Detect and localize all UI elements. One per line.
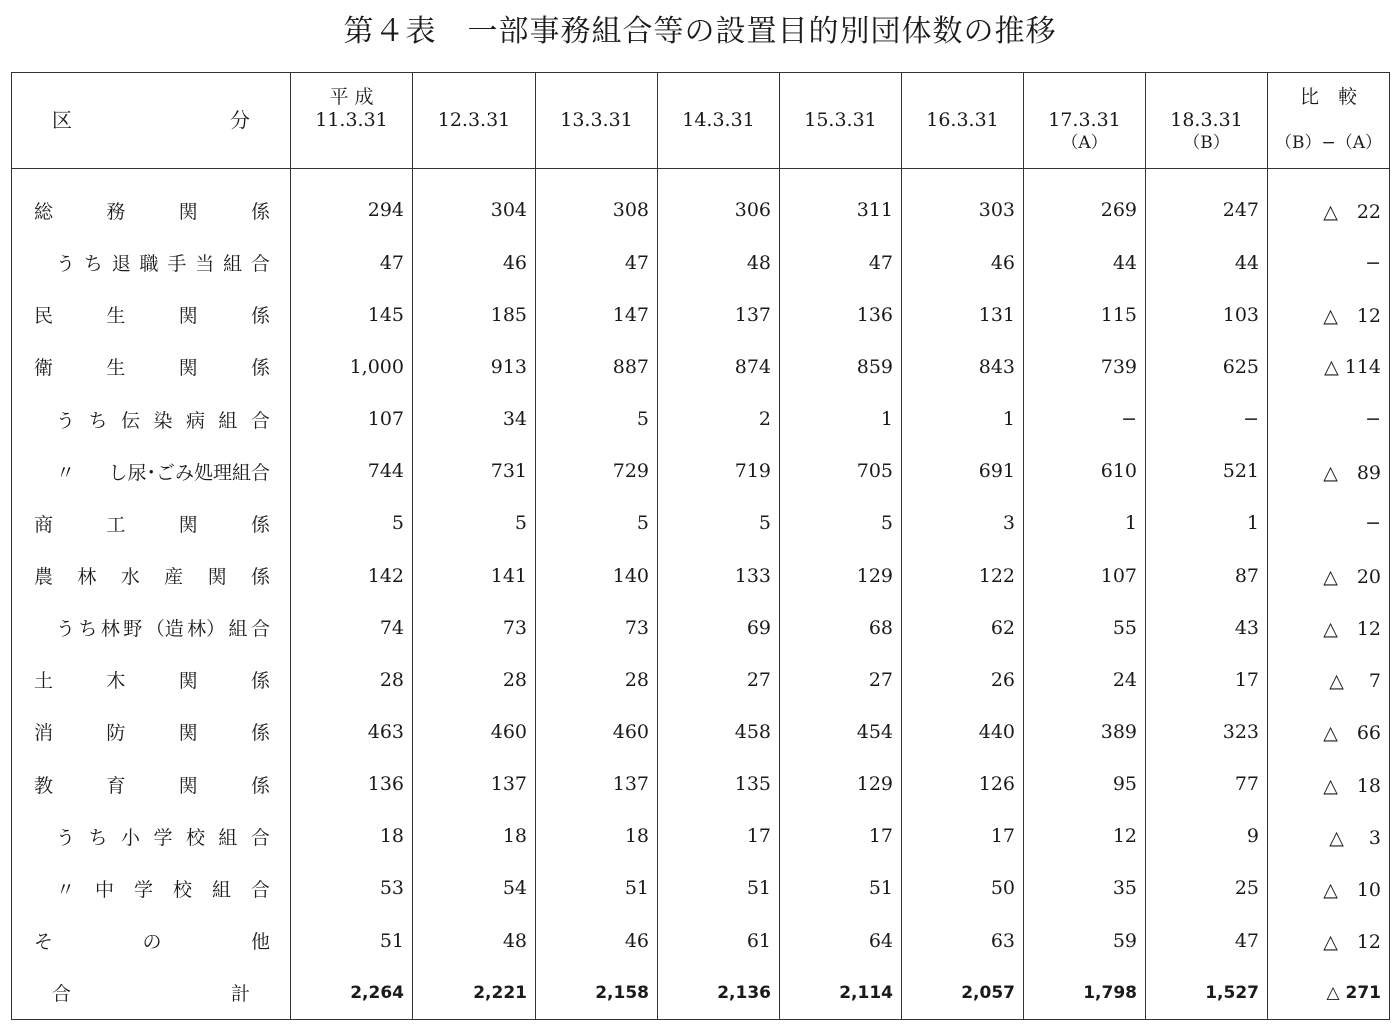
table-cell: 9	[1146, 810, 1268, 862]
table-cell: 62	[902, 602, 1024, 654]
table-row	[12, 341, 1390, 393]
table-cell: 136	[291, 758, 413, 810]
table-cell: 68	[780, 602, 902, 654]
row-label-part: 係	[250, 513, 270, 536]
row-label-part: 組	[228, 618, 248, 641]
table-cell: 142	[291, 549, 413, 601]
table-cell: 610	[1024, 445, 1146, 497]
table-cell: 731	[413, 445, 536, 497]
column-header-line3: （A）	[1061, 133, 1108, 153]
table-row	[12, 602, 1390, 654]
table-cell: 2,264	[291, 967, 413, 1020]
row-label	[12, 393, 291, 445]
row-label-part: 染	[153, 409, 173, 432]
table-cell: 50	[902, 862, 1024, 914]
row-label-part: 組	[218, 409, 238, 432]
table-cell: 463	[291, 706, 413, 758]
table-row	[12, 445, 1390, 497]
row-label	[12, 915, 291, 967]
row-label-part: ち	[78, 618, 98, 641]
column-header	[902, 73, 1024, 169]
row-label-part: 水	[120, 566, 140, 589]
table-cell: 185	[413, 289, 536, 341]
table-cell: 744	[291, 445, 413, 497]
table-cell: 1	[1146, 497, 1268, 549]
row-label-part: 野	[123, 618, 143, 641]
column-header	[536, 73, 658, 169]
row-label-part: 職	[139, 253, 159, 276]
row-label-part: う	[56, 826, 76, 849]
column-header-line1	[1146, 86, 1267, 109]
table-cell: 17	[902, 810, 1024, 862]
row-label-part: 土	[34, 670, 54, 693]
table-cell: 859	[780, 341, 902, 393]
row-label-part: 関	[178, 670, 198, 693]
row-label-part: 関	[178, 513, 198, 536]
column-header-line2: 16.3.31	[926, 109, 999, 131]
row-label-part: し尿･ごみ処理組合	[108, 461, 270, 484]
row-label-part: 係	[250, 305, 270, 328]
row-label-part: 合	[250, 409, 270, 432]
table-cell: 51	[536, 862, 658, 914]
column-header	[658, 73, 780, 169]
table-cell: 141	[413, 549, 536, 601]
table-cell: 17	[780, 810, 902, 862]
row-label-part: 育	[106, 774, 126, 797]
row-label-part: 工	[106, 513, 126, 536]
table-row	[12, 289, 1390, 341]
table-cell: 48	[413, 915, 536, 967]
table-row	[12, 810, 1390, 862]
row-label-part: 校	[172, 878, 192, 901]
column-header-line1	[658, 86, 779, 109]
column-header-line2: 17.3.31	[1048, 109, 1121, 131]
row-label-part: 係	[250, 566, 270, 589]
row-label	[12, 758, 291, 810]
row-label-part: 関	[178, 722, 198, 745]
row-label-part: 他	[250, 931, 270, 954]
row-label-part: 関	[178, 305, 198, 328]
comparison-cell: △ 12	[1268, 602, 1390, 654]
table-cell: 303	[902, 184, 1024, 236]
table-cell: 1	[1024, 497, 1146, 549]
comparison-cell: △ 20	[1268, 549, 1390, 601]
table-cell: 47	[291, 237, 413, 289]
row-label-part: 合	[250, 826, 270, 849]
row-label-part: 関	[178, 774, 198, 797]
column-header-line3	[536, 132, 657, 155]
column-header-line2: 13.3.31	[560, 109, 633, 131]
row-label	[12, 497, 291, 549]
row-label-part: 病	[185, 409, 205, 432]
table-cell: 729	[536, 445, 658, 497]
table-cell: 87	[1146, 549, 1268, 601]
column-header-line3: （B）	[1183, 133, 1230, 153]
row-label-part: う	[56, 409, 76, 432]
row-label-part: 消	[34, 722, 54, 745]
data-table	[11, 72, 1390, 1020]
table-cell: 28	[536, 654, 658, 706]
row-label	[12, 706, 291, 758]
row-label-part: 衛	[34, 357, 54, 380]
table-cell: 2,221	[413, 967, 536, 1020]
comparison-cell: △ 18	[1268, 758, 1390, 810]
table-cell: 47	[1146, 915, 1268, 967]
column-header-line1	[902, 86, 1023, 109]
row-label-part: 伝	[120, 409, 140, 432]
row-label-part: 係	[250, 670, 270, 693]
comparison-cell: △ 66	[1268, 706, 1390, 758]
column-header-line2: 14.3.31	[682, 109, 755, 131]
table-cell: 440	[902, 706, 1024, 758]
column-header-line3	[291, 132, 412, 155]
column-header-line1: 平 成	[329, 86, 374, 108]
table-cell: 46	[902, 237, 1024, 289]
category-header-char: 分	[230, 108, 250, 132]
comparison-cell: △ 7	[1268, 654, 1390, 706]
row-label-part: ち	[83, 253, 103, 276]
row-label-part: 組	[223, 253, 243, 276]
row-label-part: 組	[211, 878, 231, 901]
table-cell: 34	[413, 393, 536, 445]
table-cell: 107	[291, 393, 413, 445]
table-row	[12, 393, 1390, 445]
table-cell: 44	[1146, 237, 1268, 289]
row-label-part: 合	[52, 983, 72, 1006]
comparison-cell: △ 22	[1268, 184, 1390, 236]
row-label	[12, 967, 291, 1020]
table-cell: 47	[780, 237, 902, 289]
row-label-part: 組	[218, 826, 238, 849]
row-label-part: 産	[164, 566, 184, 589]
column-header-line3	[780, 132, 901, 155]
table-cell: 913	[413, 341, 536, 393]
table-cell: 5	[413, 497, 536, 549]
table-row	[12, 497, 1390, 549]
table-cell: 35	[1024, 862, 1146, 914]
table-row	[12, 915, 1390, 967]
row-label-part: 当	[195, 253, 215, 276]
table-cell: 46	[413, 237, 536, 289]
table-row	[12, 862, 1390, 914]
table-cell: 28	[291, 654, 413, 706]
row-label-part: 計	[230, 983, 250, 1006]
column-header-line2: 15.3.31	[804, 109, 877, 131]
row-label-part: う	[56, 618, 76, 641]
row-label-part: の	[142, 931, 162, 954]
table-cell: 2,114	[780, 967, 902, 1020]
table-cell: 1,798	[1024, 967, 1146, 1020]
comparison-cell: △ 114	[1268, 341, 1390, 393]
table-cell: 137	[658, 289, 780, 341]
row-label-part: 林	[100, 618, 120, 641]
table-cell: 137	[536, 758, 658, 810]
row-label-part: ち	[88, 826, 108, 849]
table-cell: 61	[658, 915, 780, 967]
row-label-part: 林	[77, 566, 97, 589]
row-label	[12, 862, 291, 914]
table-title: 第４表 一部事務組合等の設置目的別団体数の推移	[343, 14, 1057, 49]
row-label	[12, 810, 291, 862]
table-cell: 874	[658, 341, 780, 393]
row-label-part: 防	[106, 722, 126, 745]
table-cell: 691	[902, 445, 1024, 497]
table-cell: 73	[536, 602, 658, 654]
table-cell: 51	[291, 915, 413, 967]
row-label-part: 生	[106, 305, 126, 328]
table-cell: 458	[658, 706, 780, 758]
table-cell: 247	[1146, 184, 1268, 236]
row-label-part: 林）	[187, 618, 226, 641]
column-header-line1: 比 較	[1299, 86, 1357, 108]
table-cell: 48	[658, 237, 780, 289]
column-header-line1	[780, 86, 901, 109]
table-cell: 107	[1024, 549, 1146, 601]
table-cell: 26	[902, 654, 1024, 706]
comparison-cell: △ 89	[1268, 445, 1390, 497]
row-label-part: 関	[207, 566, 227, 589]
comparison-cell: −	[1268, 237, 1390, 289]
table-cell: 103	[1146, 289, 1268, 341]
comparison-cell: △ 10	[1268, 862, 1390, 914]
table-cell: 1	[780, 393, 902, 445]
row-label-part: 係	[250, 722, 270, 745]
row-label-part: 係	[250, 200, 270, 223]
table-row	[12, 549, 1390, 601]
row-label	[12, 445, 291, 497]
row-label-part: 校	[185, 826, 205, 849]
column-header-line3	[413, 132, 535, 155]
table-cell: 63	[902, 915, 1024, 967]
table-cell: 74	[291, 602, 413, 654]
comparison-cell: △ 12	[1268, 289, 1390, 341]
table-cell: 269	[1024, 184, 1146, 236]
table-cell: 95	[1024, 758, 1146, 810]
table-row	[12, 184, 1390, 236]
row-label-part: ち	[88, 409, 108, 432]
table-cell: 719	[658, 445, 780, 497]
category-header	[12, 73, 291, 169]
column-header-line3	[902, 132, 1023, 155]
column-header-line2: 12.3.31	[437, 109, 511, 131]
table-cell: 18	[536, 810, 658, 862]
total-row	[12, 967, 1390, 1020]
table-cell: 306	[658, 184, 780, 236]
row-label-part: 学	[133, 878, 153, 901]
table-cell: 17	[658, 810, 780, 862]
column-header	[291, 73, 413, 169]
row-label	[12, 654, 291, 706]
row-label-part: 合	[250, 618, 270, 641]
table-cell: 43	[1146, 602, 1268, 654]
table-row	[12, 654, 1390, 706]
table-cell: 47	[536, 237, 658, 289]
row-label-part: 生	[106, 357, 126, 380]
table-cell: 135	[658, 758, 780, 810]
table-cell: 5	[536, 497, 658, 549]
table-cell: 1,000	[291, 341, 413, 393]
table-cell: 136	[780, 289, 902, 341]
table-cell: 64	[780, 915, 902, 967]
column-header-line1	[1024, 86, 1145, 109]
table-cell: 308	[536, 184, 658, 236]
row-label-part: 係	[250, 357, 270, 380]
table-cell: 129	[780, 758, 902, 810]
column-header	[413, 73, 536, 169]
table-cell: 25	[1146, 862, 1268, 914]
column-header-line1	[536, 86, 657, 109]
row-label	[12, 602, 291, 654]
table-cell: 129	[780, 549, 902, 601]
row-label-part: 係	[250, 774, 270, 797]
row-label-part: 商	[34, 513, 54, 536]
table-cell: 55	[1024, 602, 1146, 654]
table-cell: 454	[780, 706, 902, 758]
table-cell: 27	[780, 654, 902, 706]
table-cell: 115	[1024, 289, 1146, 341]
table-cell: 73	[413, 602, 536, 654]
row-label-part: 学	[153, 826, 173, 849]
row-label-part: 教	[34, 774, 54, 797]
row-label-part: 退	[111, 253, 131, 276]
table-cell: 44	[1024, 237, 1146, 289]
table-cell: 460	[536, 706, 658, 758]
table-cell: 126	[902, 758, 1024, 810]
column-header-line2	[1268, 109, 1389, 132]
table-cell: 389	[1024, 706, 1146, 758]
table-cell: 5	[780, 497, 902, 549]
row-label-part: 総	[34, 200, 54, 223]
row-label-part: 小	[120, 826, 140, 849]
row-label	[12, 237, 291, 289]
table-cell: 17	[1146, 654, 1268, 706]
comparison-cell: △ 3	[1268, 810, 1390, 862]
table-cell: 59	[1024, 915, 1146, 967]
table-cell: 304	[413, 184, 536, 236]
table-row	[12, 758, 1390, 810]
table-cell: 54	[413, 862, 536, 914]
table-cell: 24	[1024, 654, 1146, 706]
column-header	[1146, 73, 1268, 169]
table-cell: 12	[1024, 810, 1146, 862]
table-cell: 705	[780, 445, 902, 497]
row-label-part: 合	[250, 253, 270, 276]
table-cell: 133	[658, 549, 780, 601]
table-cell: 140	[536, 549, 658, 601]
comparison-cell: △ 271	[1268, 967, 1390, 1020]
table-cell: 1	[902, 393, 1024, 445]
row-label	[12, 341, 291, 393]
column-header-line3	[658, 132, 779, 155]
table-cell: 521	[1146, 445, 1268, 497]
table-cell: 69	[658, 602, 780, 654]
row-label-part: 木	[106, 670, 126, 693]
category-header-char: 区	[52, 108, 72, 132]
spacer-row	[12, 169, 1390, 185]
table-cell: 739	[1024, 341, 1146, 393]
row-label-part: 中	[94, 878, 114, 901]
table-cell: 843	[902, 341, 1024, 393]
table-cell: 1,527	[1146, 967, 1268, 1020]
table-cell: 137	[413, 758, 536, 810]
table-cell: 294	[291, 184, 413, 236]
row-label-part: 関	[178, 200, 198, 223]
table-cell: 53	[291, 862, 413, 914]
column-header	[1024, 73, 1146, 169]
table-cell: 77	[1146, 758, 1268, 810]
comparison-cell: −	[1268, 393, 1390, 445]
row-label-part: （造	[145, 618, 184, 641]
table-row	[12, 706, 1390, 758]
table-cell: 3	[902, 497, 1024, 549]
table-cell: 131	[902, 289, 1024, 341]
table-cell: 18	[291, 810, 413, 862]
table-cell: 51	[658, 862, 780, 914]
table-cell: 2,136	[658, 967, 780, 1020]
header-row	[12, 73, 1390, 169]
row-label-part: 手	[167, 253, 187, 276]
table-cell: 625	[1146, 341, 1268, 393]
table-cell: −	[1146, 393, 1268, 445]
column-header-line3: （B）−（A）	[1274, 133, 1382, 153]
table-cell: 27	[658, 654, 780, 706]
table-cell: 5	[658, 497, 780, 549]
column-header-line2: 18.3.31	[1170, 109, 1243, 131]
column-header	[780, 73, 902, 169]
table-cell: 2,158	[536, 967, 658, 1020]
row-label	[12, 184, 291, 236]
row-label-part: 関	[178, 357, 198, 380]
row-label-part: 民	[34, 305, 54, 328]
table-cell: 887	[536, 341, 658, 393]
row-label-part: 務	[106, 200, 126, 223]
table-cell: 147	[536, 289, 658, 341]
table-cell: 122	[902, 549, 1024, 601]
column-header	[1268, 73, 1390, 169]
row-label	[12, 289, 291, 341]
row-label-part: 農	[34, 566, 54, 589]
row-label	[12, 549, 291, 601]
table-cell: 5	[536, 393, 658, 445]
table-cell: 2,057	[902, 967, 1024, 1020]
column-header-line2: 11.3.31	[315, 109, 388, 131]
table-cell: 311	[780, 184, 902, 236]
row-label-part: そ	[34, 931, 54, 954]
table-cell: 323	[1146, 706, 1268, 758]
table-cell: 18	[413, 810, 536, 862]
row-label-part: 〃	[56, 878, 76, 901]
column-header-line1	[413, 86, 535, 109]
table-cell: 460	[413, 706, 536, 758]
row-label-part: う	[56, 253, 76, 276]
table-row	[12, 237, 1390, 289]
row-label-part: 合	[250, 878, 270, 901]
table-cell: 28	[413, 654, 536, 706]
table-cell: −	[1024, 393, 1146, 445]
table-cell: 2	[658, 393, 780, 445]
row-label-part: 〃	[56, 461, 76, 484]
table-cell: 46	[536, 915, 658, 967]
table-cell: 51	[780, 862, 902, 914]
table-cell: 5	[291, 497, 413, 549]
table-cell: 145	[291, 289, 413, 341]
comparison-cell: −	[1268, 497, 1390, 549]
comparison-cell: △ 12	[1268, 915, 1390, 967]
